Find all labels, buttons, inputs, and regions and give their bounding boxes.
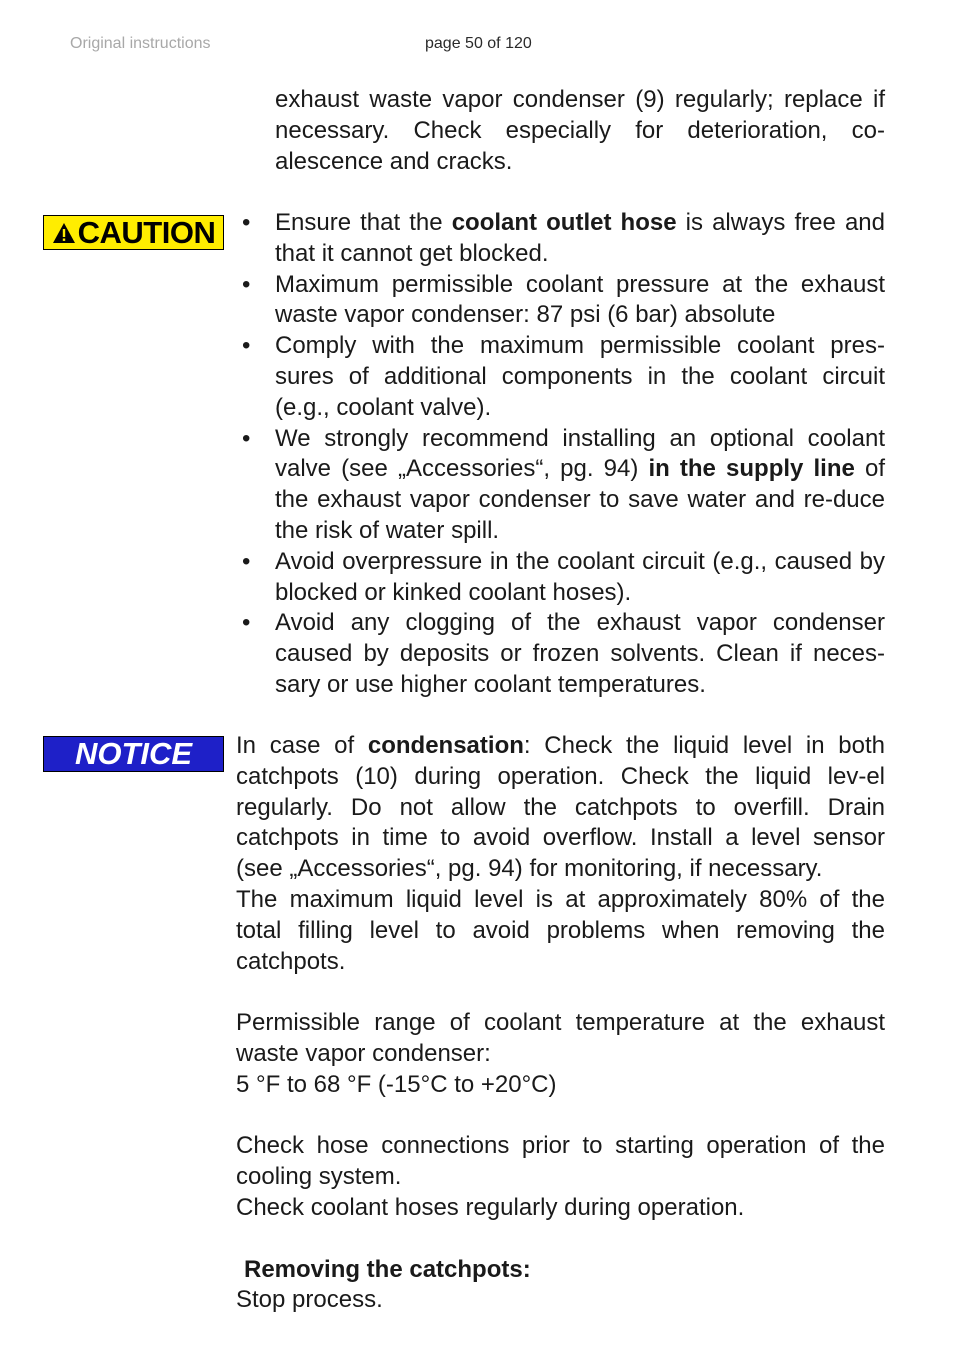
warning-triangle-icon	[52, 221, 76, 245]
list-item: • Maximum permissible coolant pressure at the exhaust waste vapor condenser: 87 psi (6 bar) absolute	[236, 270, 885, 332]
notice-badge	[43, 736, 224, 772]
document-source-label: Original instructions	[70, 35, 211, 52]
caution-badge	[43, 215, 224, 250]
hose-regular-check-text: Check coolant hoses regularly during operation.	[236, 1193, 745, 1221]
stop-process-text: Stop process.	[236, 1286, 383, 1314]
hose-check-text: Check hose connections prior to starting operation of the cooling system.	[236, 1132, 885, 1191]
temperature-range-text: Permissible range of coolant temperature at the exhaust waste vapor condenser:	[236, 1009, 885, 1067]
removing-catchpots-heading: Removing the catchpots:	[244, 1255, 531, 1283]
caution-list	[236, 208, 885, 701]
list-item: • Comply with the maximum permissible coolant pres-sures of additional components in the coolant circuit (e.g., coolant valve).	[236, 331, 885, 423]
notice-content	[236, 731, 885, 1316]
temperature-range-value: 5 °F to 68 °F (-15°C to +20°C)	[236, 1070, 557, 1098]
intro-paragraph: exhaust waste vapor condenser (9) regularly; replace if necessary. Check especially for deterioration, co-alescence and cracks.	[275, 86, 885, 175]
notice-label: NOTICE	[74, 736, 193, 771]
list-item: • Avoid overpressure in the coolant circuit (e.g., caused by blocked or kinked coolant hoses).	[236, 547, 885, 609]
list-item: • Avoid any clogging of the exhaust vapor condenser caused by deposits or frozen solvents. Clean if neces-sary or use higher coolant temperatures.	[236, 608, 885, 700]
condensation-paragraph: In case of condensation: Check the liquid level in both catchpots (10) during operation. Check the liquid lev-el regularly. Do not allow the catchpots to overfill. Drain catchpots in time to avoid overflow. Install a level sensor (see „Accessories“, pg. 94) for monitoring, if necessary.	[236, 732, 886, 883]
list-item: • We strongly recommend installing an optional coolant valve (see „Accessories“, pg. 94) in the supply line of the exhaust vapor condenser to save water and re-duce the risk of water spill.	[236, 424, 885, 547]
page-number: page 50 of 120	[425, 35, 532, 52]
caution-label: CAUTION	[77, 214, 216, 250]
max-level-paragraph: The maximum liquid level is at approximately 80% of the total filling level to avoid problems when removing the catchpots.	[236, 885, 885, 975]
list-item: • Ensure that the coolant outlet hose is always free and that it cannot get blocked.	[236, 208, 885, 270]
